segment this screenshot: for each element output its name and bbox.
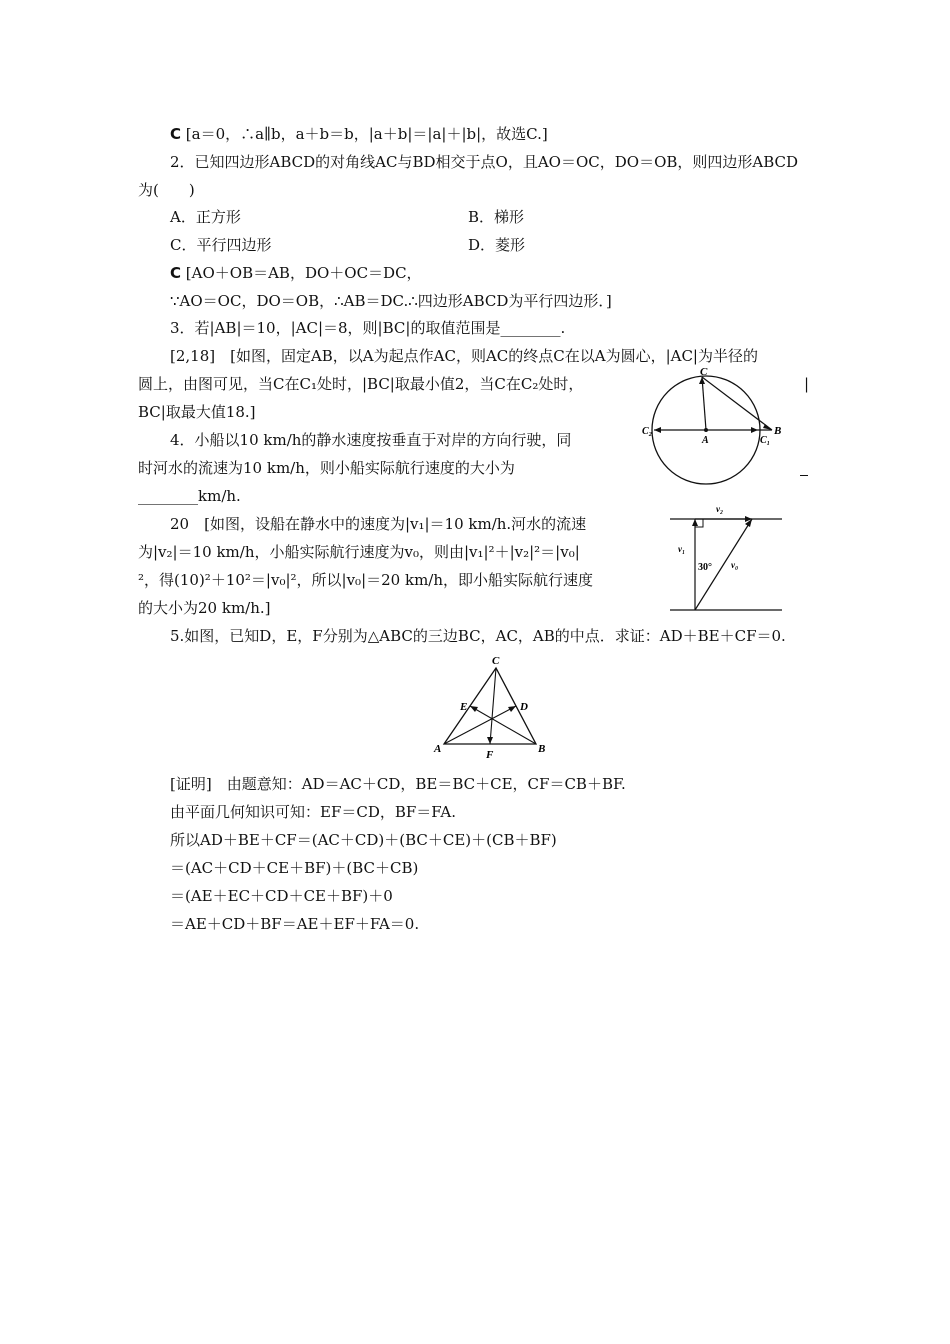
q3-label-c: C: [700, 366, 708, 378]
q4-solution-line1: 20 [如图，设船在静水中的速度为|v₁|＝10 km/h.河水的流速: [170, 515, 587, 533]
q5-proof-line: [证明] 由题意知：AD＝AC＋CD，BE＝BC＋CE，CF＝CB＋BF.: [170, 775, 626, 793]
q4-solution-line3: ²，得(10)²＋10²＝|v₀|²，所以|v₀|＝20 km/h，即小船实际航行速度: [138, 571, 594, 589]
q4-stem-line1: 4．小船以10 km/h的静水速度按垂直于对岸的方向行驶，同: [170, 431, 572, 449]
q3-radius-ac: [702, 377, 706, 430]
q1-answer: [170, 120, 548, 148]
q5-label-d: D: [520, 701, 528, 713]
q2-option-b: B．梯形: [468, 208, 525, 226]
q5-triangle-figure: [428, 652, 552, 762]
q2-option-d: D．菱形: [468, 236, 526, 254]
q4-label-angle: 30°: [698, 562, 712, 573]
q2-solution-line1: [AO＋OB＝AB，DO＋OC＝DC，: [185, 264, 422, 282]
q5-arrow-d: [508, 706, 516, 712]
q3-solution-line2: 圆上，由图可见，当C在C₁处时，|BC|取最小值2，当C在C₂处时，: [138, 375, 584, 393]
q4-solution-line2: 为|v₂|＝10 km/h，小船实际航行速度为v₀，则由|v₁|²＋|v₂|²＝|v₀|: [138, 543, 580, 561]
q3-solution-line1: [2,18] [如图，固定AB，以A为起点作AC，则AC的终点C在以A为圆心，|AC|为半径的: [170, 347, 758, 365]
q5-median-cf: [490, 668, 496, 744]
q4-stem-line3: ________km/h.: [138, 487, 241, 505]
q5-proof-line: 由平面几何知识可知：EF＝CD，BF＝FA.: [170, 803, 456, 821]
q3-solution-line3: BC|取最大值18.]: [138, 403, 256, 421]
q3-center-point: [704, 428, 708, 432]
q3-circle-figure: [640, 362, 800, 486]
q2-stem-line1: 2．已知四边形ABCD的对角线AC与BD相交于点O，且AO＝OC，DO＝OB，则四边形ABCD: [170, 153, 799, 171]
q3-arrow-c2: [654, 427, 661, 433]
q4-label-v1: v₁: [678, 544, 686, 554]
q2-option-c: C．平行四边形: [170, 236, 272, 254]
q4-label-v2: v₂: [716, 504, 724, 514]
q5-stem: 5.如图，已知D，E，F分别为△ABC的三边BC，AC，AB的中点．求证：AD＋BE＋CF＝0.: [170, 627, 786, 645]
q2-solution-line2: ∵AO＝OC，DO＝OB，∴AB＝DC.∴四边形ABCD为平行四边形．]: [170, 292, 612, 310]
q2-option-a: A．正方形: [170, 208, 241, 226]
q5-proof-line: 所以AD＋BE＋CF＝(AC＋CD)＋(BC＋CE)＋(CB＋BF): [170, 831, 557, 849]
q2-answer: [170, 259, 422, 287]
q3-label-a: A: [702, 435, 709, 446]
q5-label-c: C: [492, 655, 500, 667]
q3-figure-edge-mark: [800, 475, 808, 476]
q5-label-e: E: [460, 701, 468, 713]
q4-label-v0: v₀: [731, 560, 739, 570]
q4-solution-line4: 的大小为20 km/h.]: [138, 599, 271, 617]
q4-river-figure: [668, 500, 784, 614]
q4-arrow-v1: [692, 519, 698, 526]
q3-label-c2: C₂: [642, 426, 653, 437]
q3-label-b: B: [774, 425, 782, 437]
q3-label-c1: C₁: [760, 435, 771, 446]
q3-segment-cb: [702, 377, 772, 430]
q2-answer-letter: C: [170, 264, 182, 282]
q5-label-f: F: [486, 749, 494, 761]
q3-solution-line2-tail: |: [804, 375, 810, 393]
q2-stem-line2: 为( ): [138, 181, 195, 199]
q5-arrow-e: [470, 706, 478, 712]
q1-solution: [a＝0，∴a∥b，a＋b＝b，|a＋b|＝|a|＋|b|，故选C.]: [185, 125, 548, 143]
q5-proof-line: ＝AE＋CD＋BF＝AE＋EF＋FA＝0.: [170, 915, 420, 933]
q5-arrow-f: [487, 737, 493, 744]
q3-arrow-c1: [751, 427, 758, 433]
q5-label-b: B: [538, 743, 546, 755]
q4-stem-line2: 时河水的流速为10 km/h，则小船实际航行速度的大小为: [138, 459, 515, 477]
q1-answer-letter: C: [170, 125, 182, 143]
q5-proof-line: ＝(AC＋CD＋CE＋BF)＋(BC＋CB): [170, 859, 419, 877]
q5-label-a: A: [434, 743, 442, 755]
q3-stem: 3．若|AB|＝10，|AC|＝8，则|BC|的取值范围是________.: [170, 319, 566, 337]
q5-proof-line: ＝(AE＋EC＋CD＋CE＋BF)＋0: [170, 887, 393, 905]
